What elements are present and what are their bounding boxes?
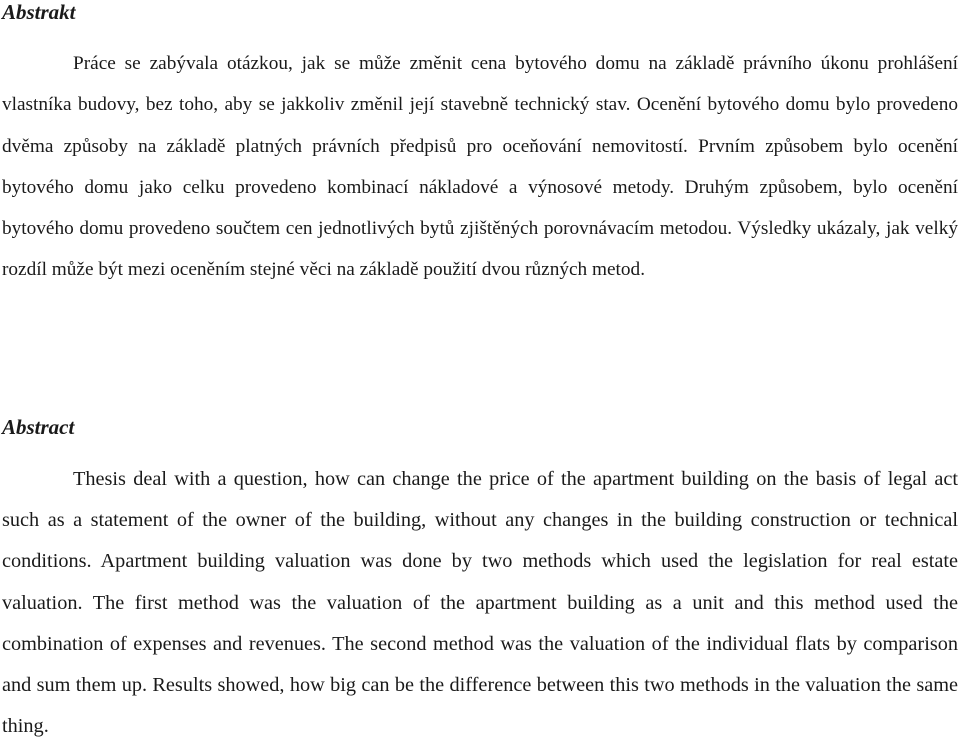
abstrakt-heading: Abstrakt [2, 0, 76, 24]
abstrakt-paragraph: Práce se zabývala otázkou, jak se může změnit cena bytového domu na základě právního úkonu prohlášení vlastníka budovy, bez toho, aby se jakkoliv změnil její stavebně technický stav. Ocenění bytového domu bylo provedeno dvěma způsoby na základě platných právních předpisů pro oceňování nemovitostí. Prvním způsobem bylo ocenění bytového domu jako celku provedeno kombinací nákladové a výnosové metody. Druhým způsobem, bylo ocenění bytového domu provedeno součtem cen jednotlivých bytů zjištěných porovnávacím metodou. Výsledky ukázaly, jak velký rozdíl může být mezi oceněním stejné věci na základě použití dvou různých metod. [2, 53, 958, 281]
abstract-heading: Abstract [2, 415, 75, 439]
abstract-paragraph: Thesis deal with a question, how can change the price of the apartment building on the basis of legal act such as a statement of the owner of the building, without any changes in the building construction or technical conditions. Apartment building valuation was done by two methods which used the legislation for real estate valuation. The first method was the valuation of the apartment building as a unit and this method used the combination of expenses and revenues. The second method was the valuation of the individual flats by comparison and sum them up. Results showed, how big can be the difference between this two methods in the valuation the same thing. [2, 468, 958, 738]
